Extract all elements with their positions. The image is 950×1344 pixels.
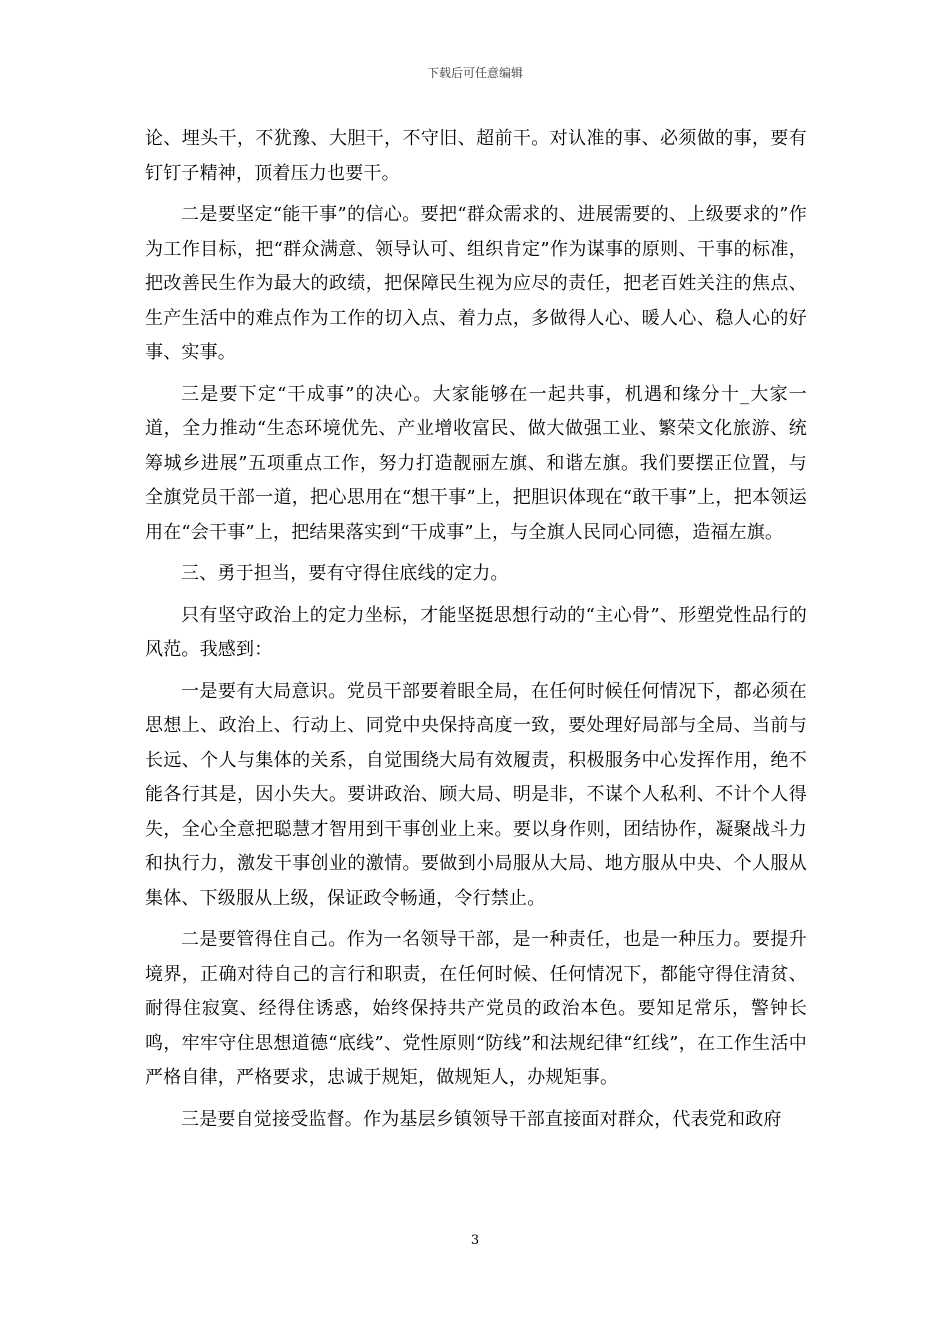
paragraph-1: 论、埋头干，不犹豫、大胆干，不守旧、超前干。对认准的事、必须做的事，要有钉钉子精神，顶着压力也要干。 [145,128,807,184]
page-number: 3 [470,1233,480,1248]
section-heading: 三、勇于担当，要有守得住底线的定力。 [181,563,509,584]
paragraph-5: 只有坚守政治上的定力坐标，才能坚挺思想行动的“主心骨”、形塑党性品行的风范。我感到： [145,604,807,660]
page-header: 下载后可任意编辑 [426,66,523,80]
paragraph-6: 一是要有大局意识。党员干部要着眼全局，在任何时候任何情况下，都必须在思想上、政治上、行动上、同党中央保持高度一致，要处理好局部与全局、当前与长远、个人与集体的关系，自觉围绕大局有效履责，积极服务中心发挥作用，绝不能各行其是，因小失大。要讲政治、顾大局、明是非，不谋个人私利、不计个人得失，全心全意把聪慧才智用到干事创业上来。要以身作则，团结协作，凝聚战斗力和执行力，激发干事创业的激情。要做到小局服从大局、地方服从中央、个人服从集体、下级服从上级，保证政令畅通，令行禁止。 [145,680,807,909]
paragraph-7: 二是要管得住自己。作为一名领导干部，是一种责任，也是一种压力。要提升境界，正确对待自己的言行和职责，在任何时候、任何情况下，都能守得住清贫、耐得住寂寞、经得住诱惑，始终保持共产党员的政治本色。要知足常乐，警钟长鸣，牢牢守住思想道德“底线”、党性原则“防线”和法规纪律“红线”，在工作生活中严格自律，严格要求，忠诚于规矩，做规矩人，办规矩事。 [145,929,807,1088]
paragraph-8: 三是要自觉接受监督。作为基层乡镇领导干部直接面对群众，代表党和政府 [181,1108,782,1130]
paragraph-3: 三是要下定“干成事”的决心。大家能够在一起共事，机遇和缘分十_大家一道，全力推动“生态环境优先、产业增收富民、做大做强工业、繁荣文化旅游、统筹城乡进展”五项重点工作，努力打造靓丽左旗、和谐左旗。我们要摆正位置，与全旗党员干部一道，把心思用在“想干事”上，把胆识体现在“敢干事”上，把本领运用在“会干事”上，把结果落实到“干成事”上，与全旗人民同心同德，造福左旗。 [145,383,807,543]
document-body [145,122,807,1144]
paragraph-2: 二是要坚定“能干事”的信心。要把“群众需求的、进展需要的、上级要求的”作为工作目标，把“群众满意、领导认可、组织肯定”作为谋事的原则、干事的标准，把改善民生作为最大的政绩，把保障民生视为应尽的责任，把老百姓关注的焦点、生产生活中的难点作为工作的切入点、着力点，多做得人心、暖人心、稳人心的好事、实事。 [145,204,807,363]
